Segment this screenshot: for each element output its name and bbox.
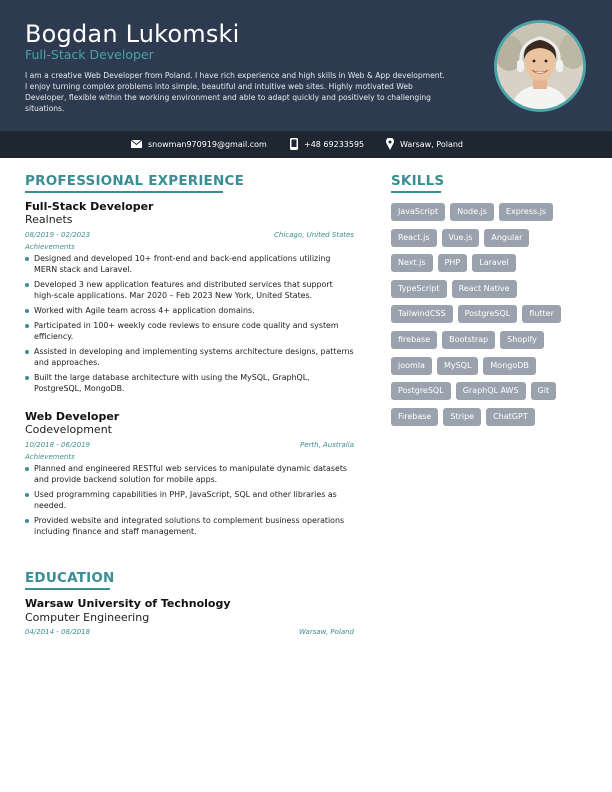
location-pin-icon — [386, 138, 394, 152]
achievements-label: Achievements — [25, 243, 75, 251]
degree-name: Computer Engineering — [25, 611, 150, 624]
envelope-icon — [131, 140, 142, 150]
skill-tag: Next.js — [391, 254, 433, 272]
contact-bar — [0, 131, 612, 158]
job-title: Full-Stack Developer — [25, 200, 154, 213]
skills-heading: SKILLS — [391, 173, 445, 189]
job-location: Chicago, United States — [274, 231, 354, 239]
bullet-text: Participated in 100+ weekly code reviews to ensure code quality and system efficiency. — [34, 321, 339, 341]
bullet-dot — [25, 324, 29, 328]
bullet-text: Designed and developed 10+ front-end and back-end applications utilizing MERN stack and Laravel. — [34, 254, 331, 274]
list-item — [25, 489, 355, 511]
bullet-text: Planned and engineered RESTful web services to manipulate dynamic datasets and provide backend solution for mobile apps. — [34, 464, 348, 484]
education-location: Warsaw, Poland — [299, 628, 354, 636]
experience-heading-rule — [25, 191, 223, 193]
skill-tag: GraphQL AWS — [456, 382, 526, 400]
candidate-name: Bogdan Lukomski — [25, 20, 240, 48]
candidate-role: Full-Stack Developer — [25, 47, 154, 62]
header — [0, 0, 612, 131]
list-item — [25, 463, 355, 485]
skills-tag-cloud — [391, 203, 601, 433]
education-dates: 04/2014 - 08/2018 — [25, 628, 91, 636]
skill-tag: Angular — [484, 229, 529, 247]
skills-row — [391, 408, 601, 426]
job-achievements-list — [25, 463, 355, 541]
list-item — [25, 279, 355, 301]
education-heading: EDUCATION — [25, 570, 115, 586]
job-title: Web Developer — [25, 410, 120, 423]
skill-tag: Stripe — [443, 408, 481, 426]
contact-email-text: snowman970919@gmail.com — [148, 140, 267, 149]
list-item — [25, 515, 355, 537]
skill-tag: JavaScript — [391, 203, 445, 221]
list-item — [25, 305, 355, 316]
skill-tag: MongoDB — [483, 357, 536, 375]
skill-tag: PostgreSQL — [458, 305, 518, 323]
job-location: Perth, Australia — [299, 441, 354, 449]
job-dates: 10/2018 - 06/2019 — [25, 441, 91, 449]
skill-tag: Bootstrap — [442, 331, 495, 349]
skill-tag: PostgreSQL — [391, 382, 451, 400]
skill-tag: Node.js — [450, 203, 494, 221]
bullet-text: Worked with Agile team across 4+ application domains. — [34, 306, 255, 315]
skill-tag: ChatGPT — [486, 408, 535, 426]
bullet-dot — [25, 467, 29, 471]
bullet-dot — [25, 519, 29, 523]
skill-tag: React.js — [391, 229, 437, 247]
skill-tag: Shopify — [500, 331, 544, 349]
skills-row — [391, 254, 601, 272]
skill-tag: Vue.js — [442, 229, 480, 247]
bullet-dot — [25, 283, 29, 287]
skill-tag: PHP — [438, 254, 468, 272]
achievements-label: Achievements — [25, 453, 75, 461]
list-item — [25, 372, 355, 394]
bullet-dot — [25, 350, 29, 354]
skill-tag: Laravel — [472, 254, 515, 272]
skills-row — [391, 305, 601, 323]
bullet-dot — [25, 376, 29, 380]
skill-tag: MySQL — [437, 357, 478, 375]
skills-row — [391, 331, 601, 349]
skill-tag: Express.js — [499, 203, 553, 221]
bullet-dot — [25, 257, 29, 261]
bullet-text: Built the large database architecture with using the MySQL, GraphQL, PostgreSQL, MongoDB. — [34, 373, 310, 393]
bullet-text: Developed 3 new application features and distributed services that support high-scale applications. Mar 2020 – Feb 2023 New York, United States. — [34, 280, 333, 300]
bullet-dot — [25, 493, 29, 497]
skill-tag: flutter — [522, 305, 561, 323]
skills-row — [391, 357, 601, 375]
experience-heading: PROFESSIONAL EXPERIENCE — [25, 173, 245, 189]
skill-tag: firebase — [391, 331, 437, 349]
job-company: Codevelopment — [25, 423, 112, 436]
skill-tag: Git — [531, 382, 557, 400]
skill-tag: Firebase — [391, 408, 438, 426]
skills-row — [391, 280, 601, 298]
list-item — [25, 320, 355, 342]
skill-tag: joomla — [391, 357, 432, 375]
contact-email[interactable] — [131, 131, 267, 158]
skills-row — [391, 203, 601, 221]
contact-phone-text: +48 69233595 — [304, 140, 365, 149]
education-heading-rule — [25, 588, 110, 590]
skill-tag: TypeScript — [391, 280, 447, 298]
skill-tag: TailwindCSS — [391, 305, 453, 323]
list-item — [25, 253, 355, 275]
job-achievements-list — [25, 253, 355, 398]
contact-location — [386, 131, 463, 158]
skill-tag: React Native — [452, 280, 517, 298]
bullet-text: Used programming capabilities in PHP, JavaScript, SQL and other libraries as needed. — [34, 490, 337, 510]
skills-row — [391, 229, 601, 247]
job-dates: 08/2019 - 02/2023 — [25, 231, 91, 239]
bullet-dot — [25, 309, 29, 313]
skills-heading-rule — [391, 191, 441, 193]
job-company: Realnets — [25, 213, 73, 226]
phone-icon — [290, 138, 298, 152]
contact-phone[interactable] — [290, 131, 364, 158]
school-name: Warsaw University of Technology — [25, 597, 231, 610]
profile-summary: I am a creative Web Developer from Poland. I have rich experience and high skills in Web & App development. I enjoy turning complex problems into simple, beautiful and intuitive web sites. Highly motivated Web Developer, flexible within the working environment and able to adapt quickly and positively to challenging situations. — [25, 71, 445, 113]
contact-location-text: Warsaw, Poland — [400, 140, 463, 149]
list-item — [25, 346, 355, 368]
avatar-illustration — [497, 23, 583, 109]
skills-row — [391, 382, 601, 400]
bullet-text: Assisted in developing and implementing systems architecture designs, patterns and approaches. — [34, 347, 354, 367]
profile-photo — [494, 20, 586, 112]
bullet-text: Provided website and integrated solutions to complement business operations including finance and staff management. — [34, 516, 345, 536]
